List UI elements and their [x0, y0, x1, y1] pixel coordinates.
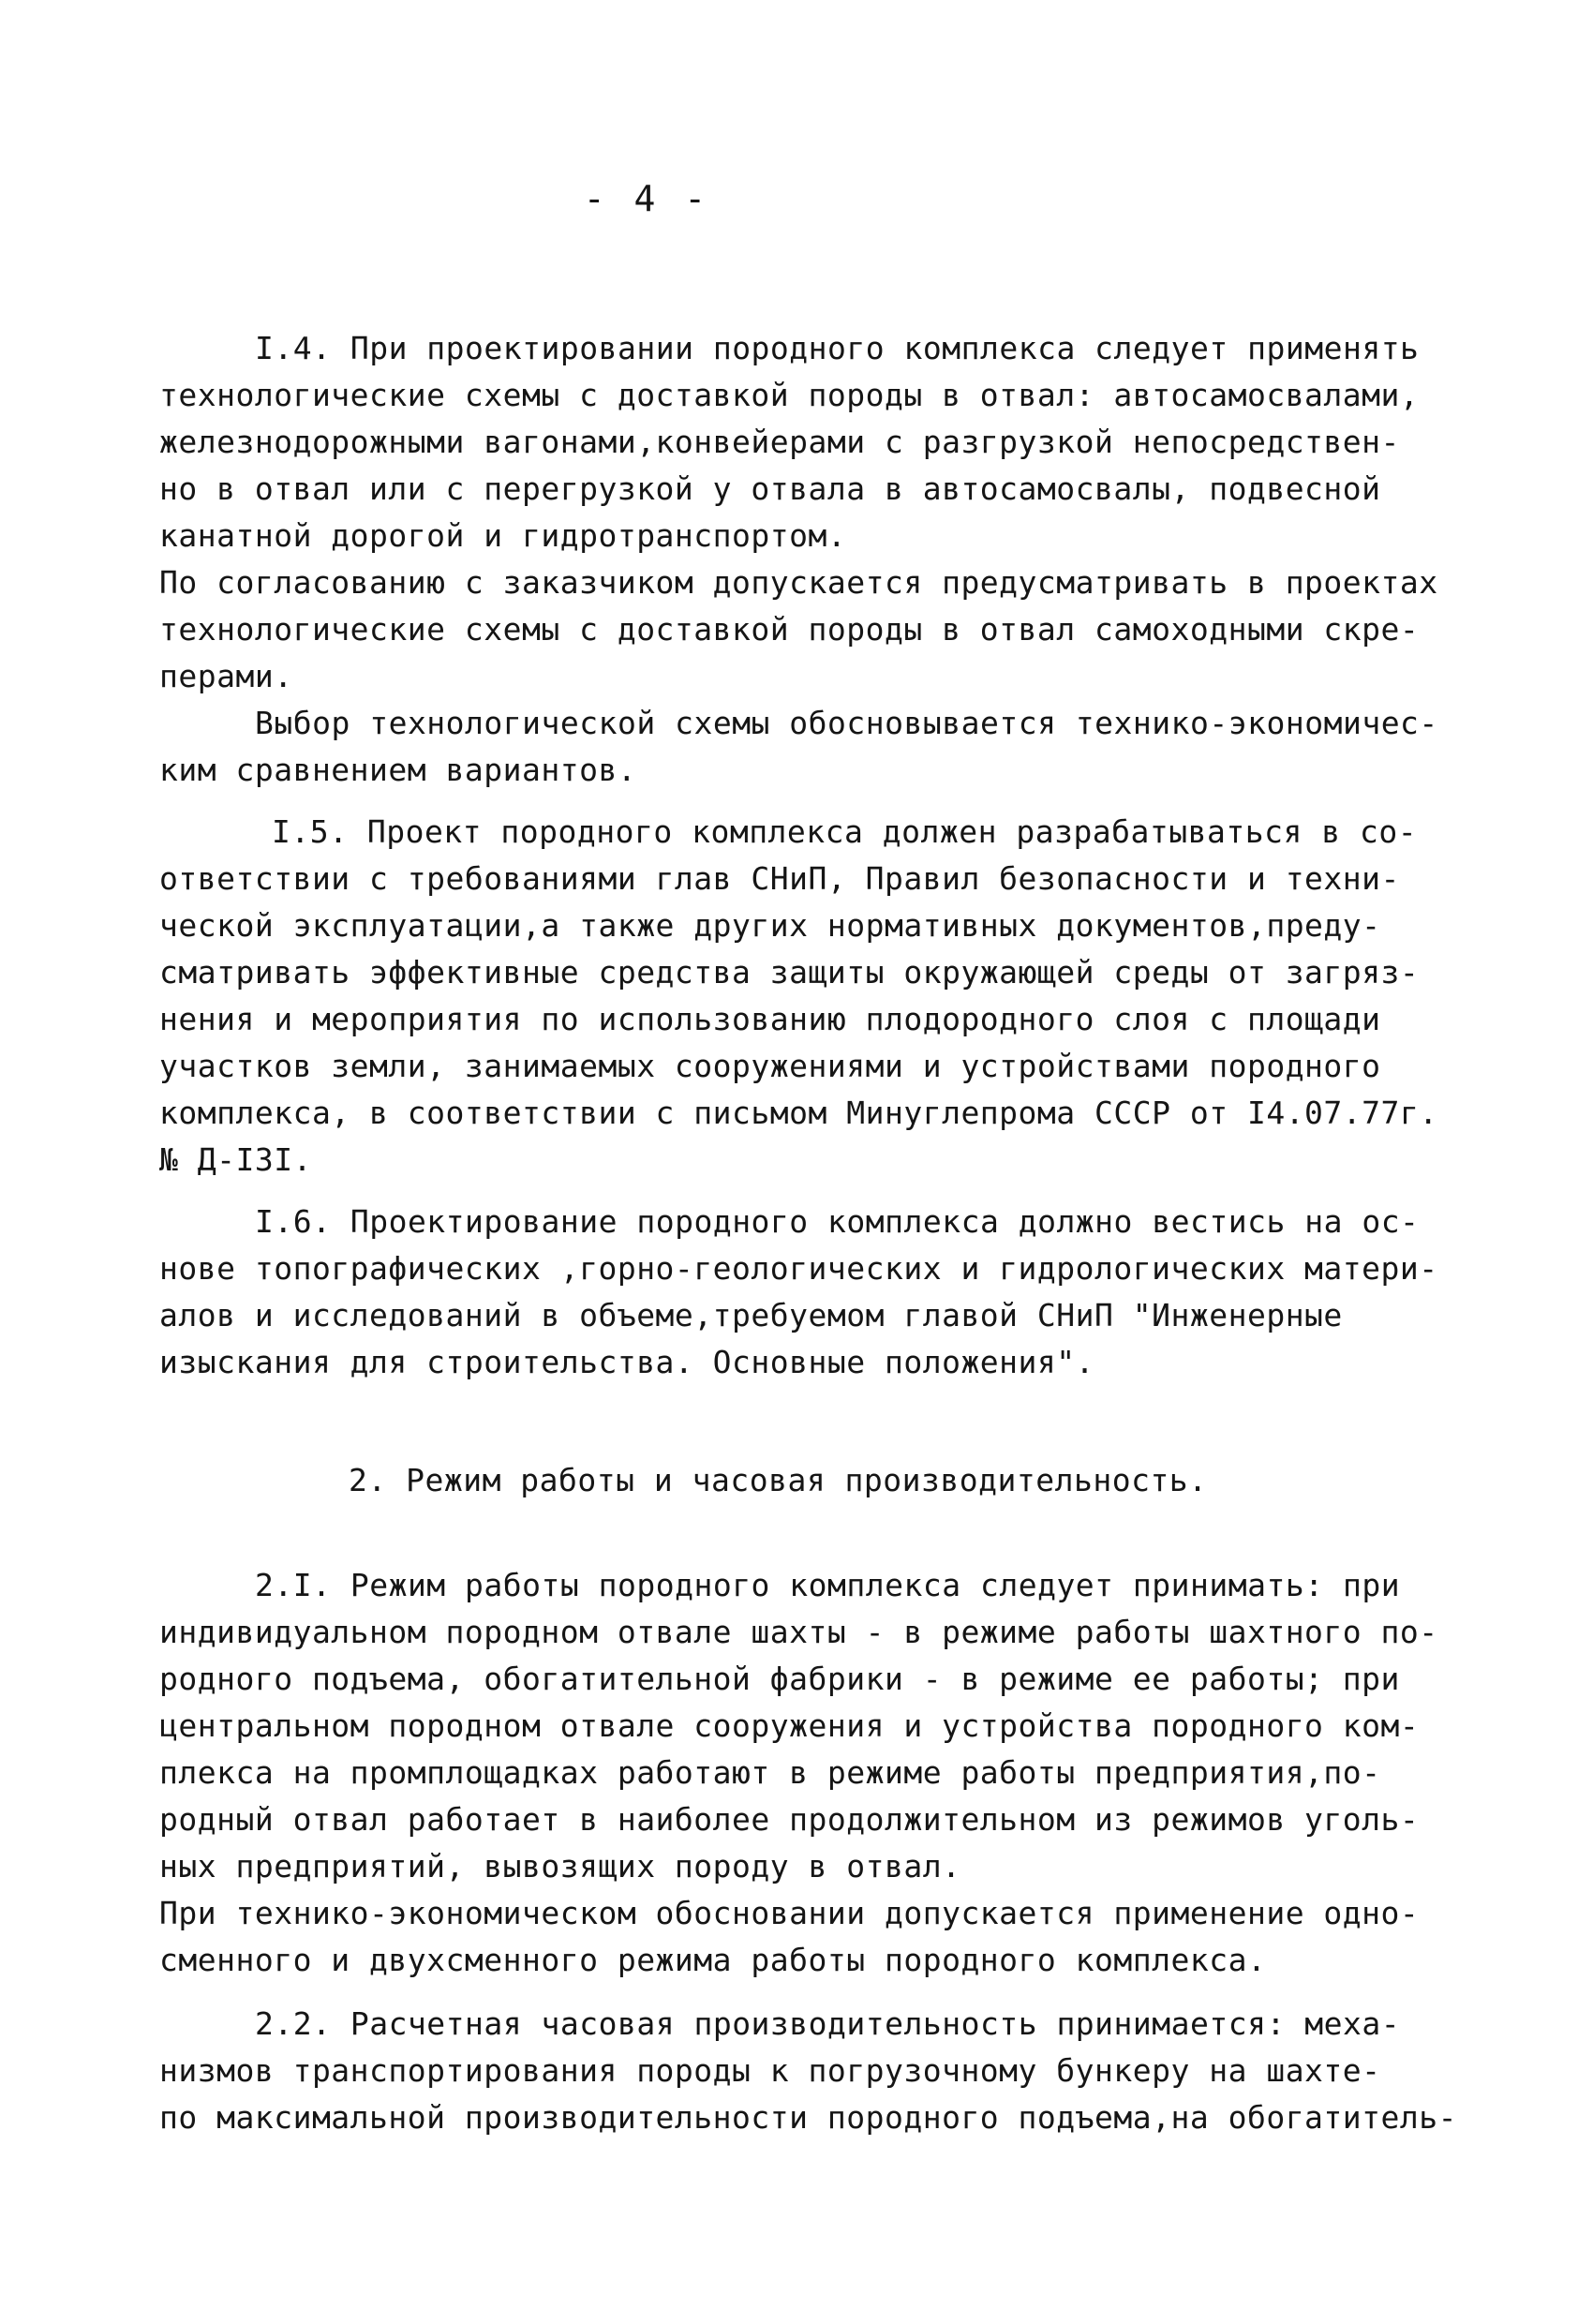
text-line: железнодорожными вагонами,конвейерами с разгрузкой непосредствен- [159, 424, 1400, 460]
text-line: центральном породном отвале сооружения и устройства породного ком- [159, 1707, 1420, 1744]
text-line: нения и мероприятия по использованию плодородного слоя с площади [159, 1001, 1381, 1037]
text-line: но в отвал или с перегрузкой у отвала в автосамосвалы, подвесной [159, 470, 1381, 507]
text-line: І.6. Проектирование породного комплекса должно вестись на ос- [255, 1203, 1420, 1240]
text-line: сматривать эффективные средства защиты окружающей среды от загряз- [159, 954, 1420, 991]
section-heading: 2. Режим работы и часовая производительность. [349, 1462, 1208, 1498]
text-line: алов и исследований в объеме,требуемом главой СНиП "Инженерные [159, 1297, 1343, 1333]
text-line: По согласованию с заказчиком допускается предусматривать в проектах [159, 564, 1438, 601]
text-line: І.5. Проект породного комплекса должен разрабатываться в со- [272, 813, 1418, 850]
text-line: № Д-І3І. [159, 1141, 312, 1178]
text-line: ческой эксплуатации,а также других нормативных документов,преду- [159, 907, 1381, 944]
text-line: комплекса, в соответствии с письмом Минуглепрома СССР от І4.07.77г. [159, 1095, 1438, 1131]
text-line: технологические схемы с доставкой породы в отвал самоходными скре- [159, 611, 1420, 648]
text-line: ных предприятий, вывозящих породу в отвал. [159, 1848, 961, 1885]
text-line: ким сравнением вариантов. [159, 752, 637, 788]
text-line: нове топографических ,горно-геологических и гидрологических матери- [159, 1250, 1438, 1287]
text-line: родного подъема, обогатительной фабрики - в режиме ее работы; при [159, 1661, 1400, 1697]
text-line: перами. [159, 658, 293, 694]
text-line: ответствии с требованиями глав СНиП, Правил безопасности и техни- [159, 860, 1400, 897]
text-line: технологические схемы с доставкой породы в отвал: автосамосвалами, [159, 377, 1420, 413]
text-line: 2.2. Расчетная часовая производительность принимается: меха- [255, 2005, 1401, 2042]
text-line: І.4. При проектировании породного комплекса следует применять [255, 330, 1420, 366]
text-line: низмов транспортирования породы к погрузочному бункеру на шахте- [159, 2052, 1381, 2089]
text-line: индивидуальном породном отвале шахты - в режиме работы шахтного по- [159, 1614, 1438, 1650]
text-line: При технико-экономическом обосновании допускается применение одно- [159, 1895, 1420, 1931]
text-line: по максимальной производительности породного подъема,на обогатитель- [159, 2099, 1458, 2136]
page-number: - 4 - [583, 178, 710, 219]
text-line: родный отвал работает в наиболее продолжительном из режимов уголь- [159, 1801, 1420, 1838]
text-line: сменного и двухсменного режима работы породного комплекса. [159, 1942, 1267, 1978]
text-line: Выбор технологической схемы обосновывается технико-экономичес- [255, 705, 1438, 741]
text-line: 2.І. Режим работы породного комплекса следует принимать: при [255, 1567, 1401, 1603]
text-line: участков земли, занимаемых сооружениями и устройствами породного [159, 1048, 1381, 1084]
text-line: плекса на промплощадках работают в режиме работы предприятия,по- [159, 1754, 1381, 1791]
text-line: канатной дорогой и гидротранспортом. [159, 517, 847, 554]
text-line: изыскания для строительства. Основные положения". [159, 1344, 1095, 1380]
